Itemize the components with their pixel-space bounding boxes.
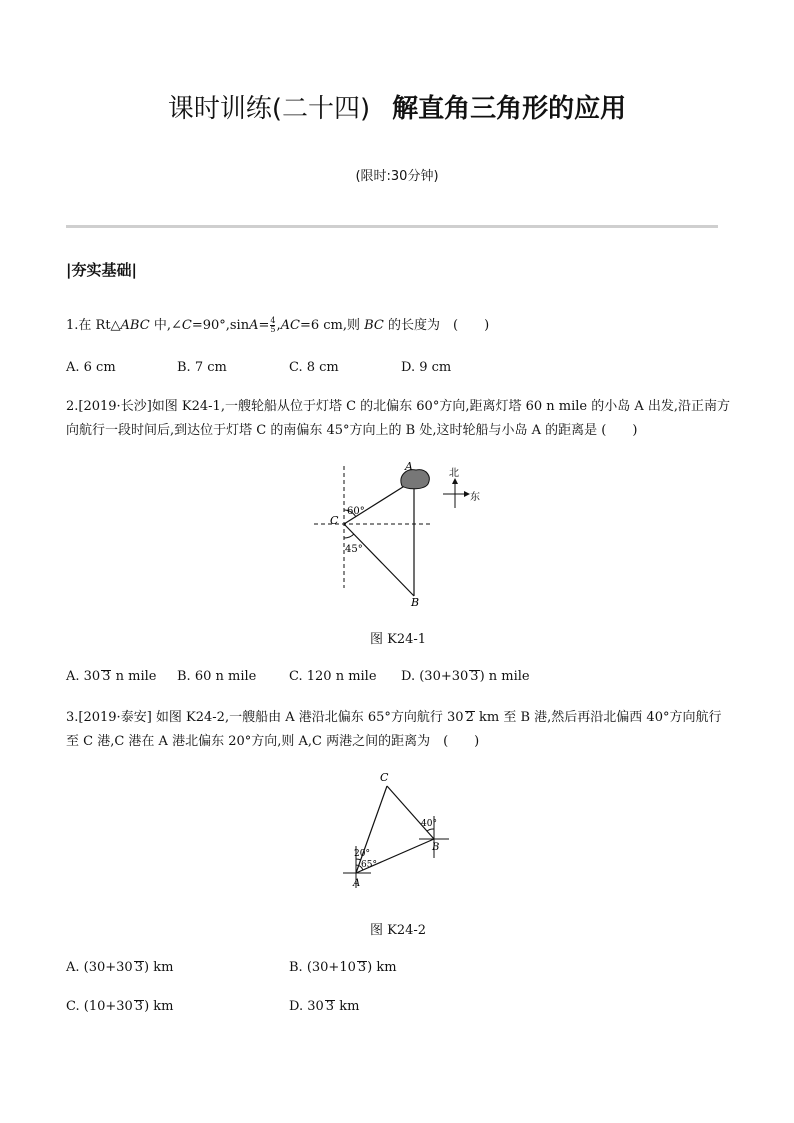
q3-line1 bbox=[66, 706, 736, 730]
q2-line2: 向航行一段时间后,到达位于灯塔 C 的南偏东 45°方向上的 B 处,这时轮船与小岛 A 的距离是 ( ) bbox=[66, 423, 638, 438]
title-part1: 课时训练(二十四) bbox=[167, 94, 371, 124]
q1-text: 中,∠ bbox=[149, 318, 182, 333]
fraction bbox=[270, 317, 275, 334]
q1-var: A bbox=[249, 318, 259, 333]
option-text: D. 30 bbox=[289, 999, 324, 1014]
compass-north-label: 北 bbox=[449, 468, 459, 479]
q1-var: C bbox=[181, 318, 192, 333]
compass-east-label: 东 bbox=[470, 492, 480, 503]
q2-option-c[interactable]: C. 120 n mile bbox=[289, 669, 377, 684]
label-c: C bbox=[380, 771, 389, 784]
angle-arc bbox=[344, 534, 354, 538]
label-a: A bbox=[405, 460, 413, 473]
option-text: km bbox=[335, 999, 360, 1014]
option-text: C. (10+30 bbox=[66, 999, 133, 1014]
q3-option-a[interactable] bbox=[66, 960, 173, 975]
q1-option-c[interactable]: C. 8 cm bbox=[289, 360, 339, 375]
question-2 bbox=[66, 395, 736, 443]
q1-text: , bbox=[276, 318, 281, 333]
sqrt-radicand: 3 bbox=[357, 960, 367, 975]
q1-var: AC bbox=[280, 318, 300, 333]
option-text: ) n mile bbox=[479, 669, 530, 684]
angle-40: 40° bbox=[421, 819, 437, 829]
section-heading: |夯实基础| bbox=[66, 261, 137, 279]
figure-k24-1 bbox=[300, 458, 500, 608]
q1-option-d[interactable]: D. 9 cm bbox=[401, 360, 452, 375]
q1-text: 1.在 Rt△ bbox=[66, 318, 121, 333]
q3-text: km 至 B 港,然后再沿北偏西 40°方向航行 bbox=[474, 710, 722, 725]
q1-text: = bbox=[258, 318, 270, 333]
option-text: n mile bbox=[111, 669, 157, 684]
title-part2: 解直角三角形的应用 bbox=[392, 94, 627, 124]
sqrt-radicand: 3 bbox=[325, 999, 335, 1014]
option-text: ) km bbox=[143, 960, 174, 975]
q1-var: BC bbox=[364, 318, 384, 333]
label-c: C bbox=[330, 514, 339, 527]
option-text: ) km bbox=[367, 960, 397, 975]
fraction-denominator: 5 bbox=[270, 325, 276, 334]
angle-65: 65° bbox=[361, 860, 377, 870]
sqrt-radicand: 3 bbox=[102, 669, 111, 684]
option-text: A. (30+30 bbox=[66, 960, 133, 975]
sqrt-radicand: 3 bbox=[134, 999, 144, 1014]
sqrt-radicand: 3 bbox=[134, 960, 143, 975]
option-text: B. (30+10 bbox=[289, 960, 356, 975]
q1-var: ABC bbox=[120, 318, 150, 333]
label-b: B bbox=[411, 596, 420, 608]
label-a: A bbox=[353, 878, 361, 889]
q1-text: =6 cm,则 bbox=[299, 318, 365, 333]
divider bbox=[66, 225, 718, 228]
angle-45: 45° bbox=[345, 544, 363, 555]
q1-text: 的长度为 ( ) bbox=[383, 318, 490, 333]
q1-option-b[interactable]: B. 7 cm bbox=[177, 360, 227, 375]
q2-option-d[interactable] bbox=[401, 669, 530, 684]
fraction-numerator: 4 bbox=[270, 316, 276, 325]
q2-option-a[interactable] bbox=[66, 669, 156, 684]
option-text: ) km bbox=[144, 999, 174, 1014]
q1-option-a[interactable]: A. 6 cm bbox=[66, 360, 116, 375]
figure-caption: 图 K24-2 bbox=[370, 923, 427, 938]
q3-option-d[interactable] bbox=[289, 999, 359, 1014]
sqrt-radicand: 2 bbox=[465, 710, 474, 725]
angle-20: 20° bbox=[354, 849, 370, 859]
label-b: B bbox=[432, 842, 440, 853]
figure-k24-2 bbox=[335, 766, 465, 891]
question-3 bbox=[66, 706, 736, 754]
q1-text: =90°,sin bbox=[191, 318, 250, 333]
question-1 bbox=[66, 314, 736, 338]
option-text: A. 30 bbox=[66, 669, 101, 684]
q2-line1: 2.[2019·长沙]如图 K24-1,一艘轮船从位于灯塔 C 的北偏东 60°方向,距离灯塔 60 n mile 的小岛 A 出发,沿正南方 bbox=[66, 399, 731, 414]
angle-arc bbox=[427, 829, 434, 831]
angle-60: 60° bbox=[347, 506, 365, 517]
segment-cb bbox=[387, 786, 434, 839]
option-text: D. (30+30 bbox=[401, 669, 469, 684]
q3-option-c[interactable] bbox=[66, 999, 174, 1014]
sqrt-radicand: 3 bbox=[470, 669, 479, 684]
q3-text: 3.[2019·泰安] 如图 K24-2,一艘船由 A 港沿北偏东 65°方向航行 30 bbox=[66, 710, 464, 725]
figure-caption: 图 K24-1 bbox=[370, 632, 427, 647]
q3-line2: 至 C 港,C 港在 A 港北偏东 20°方向,则 A,C 两港之间的距离为 ( ) bbox=[66, 734, 480, 749]
q2-option-b[interactable]: B. 60 n mile bbox=[177, 669, 257, 684]
time-limit: (限时:30分钟) bbox=[355, 169, 439, 184]
page-title bbox=[0, 88, 794, 125]
q3-option-b[interactable] bbox=[289, 960, 397, 975]
segment-cb bbox=[344, 524, 414, 596]
